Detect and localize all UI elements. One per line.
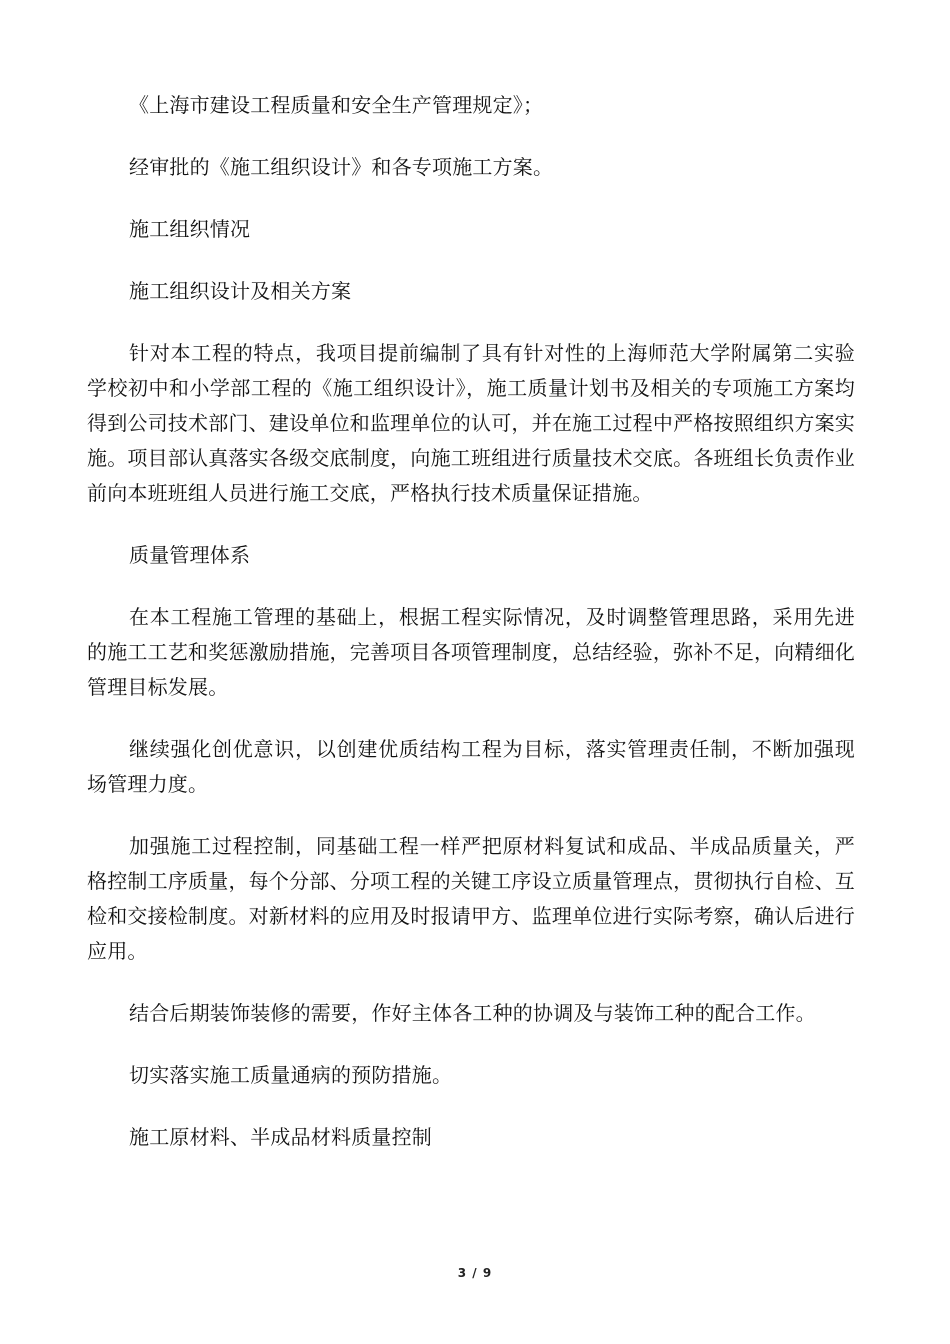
paragraph: 结合后期装饰装修的需要，作好主体各工种的协调及与装饰工种的配合工作。 bbox=[129, 1001, 816, 1025]
paragraph: 切实落实施工质量通病的预防措施。 bbox=[129, 1063, 453, 1087]
paragraph: 《上海市建设工程质量和安全生产管理规定》； bbox=[129, 93, 544, 117]
page-number: 3 / 9 bbox=[457, 1266, 493, 1280]
section-heading: 施工原材料、半成品材料质量控制 bbox=[129, 1125, 432, 1149]
paragraph: 加强施工过程控制，同基础工程一样严把原材料复试和成品、半成品质量关，严格控制工序质量，每个分部、分项工程的关键工序设立质量管理点，贯彻执行自检、互检和交接检制度。对新材料的应用及时报请甲方、监理单位进行实际考察，确认后进行应用。 bbox=[87, 834, 855, 963]
section-heading: 施工组织设计及相关方案 bbox=[129, 279, 352, 303]
section-heading: 质量管理体系 bbox=[129, 543, 251, 567]
paragraph: 继续强化创优意识，以创建优质结构工程为目标，落实管理责任制，不断加强现场管理力度。 bbox=[87, 737, 855, 796]
paragraph: 经审批的《施工组织设计》和各专项施工方案。 bbox=[129, 155, 554, 179]
paragraph: 在本工程施工管理的基础上，根据工程实际情况，及时调整管理思路，采用先进的施工工艺和奖惩激励措施，完善项目各项管理制度，总结经验，弥补不足，向精细化管理目标发展。 bbox=[87, 605, 855, 699]
document-page bbox=[87, 88, 855, 1182]
section-heading: 施工组织情况 bbox=[129, 217, 251, 241]
paragraph: 针对本工程的特点，我项目提前编制了具有针对性的上海师范大学附属第二实验学校初中和小学部工程的《施工组织设计》，施工质量计划书及相关的专项施工方案均得到公司技术部门、建设单位和监理单位的认可，并在施工过程中严格按照组织方案实施。项目部认真落实各级交底制度，向施工班组进行质量技术交底。各班组长负责作业前向本班班组人员进行施工交底，严格执行技术质量保证措施。 bbox=[87, 341, 855, 505]
